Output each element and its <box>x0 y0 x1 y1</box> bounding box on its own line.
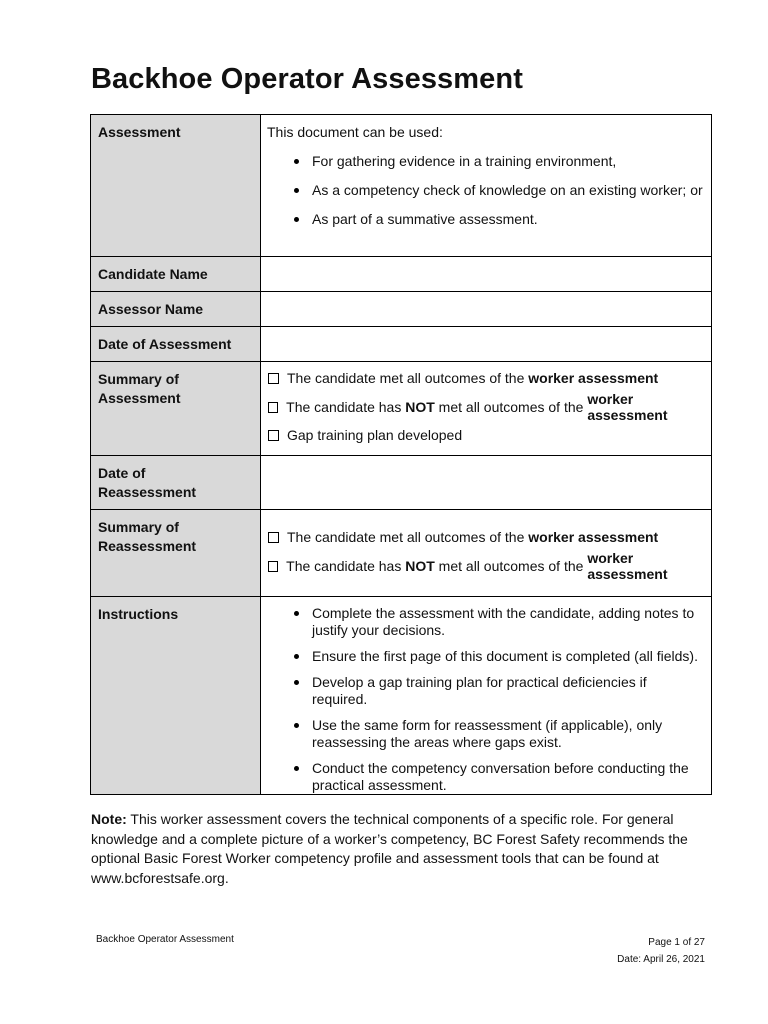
instructions-row <box>91 597 712 795</box>
assessment-label: Assessment <box>91 115 261 257</box>
assessor-name-label: Assessor Name <box>91 292 261 327</box>
instructions-label: Instructions <box>91 597 261 795</box>
assessment-form-table <box>90 114 712 795</box>
checkbox[interactable] <box>268 373 279 384</box>
summary-of-reassessment-row <box>91 510 712 597</box>
reassessment-option-not-met[interactable]: The candidate has NOT met all outcomes of the worker assessment <box>267 557 705 575</box>
assessor-name-field[interactable] <box>261 292 712 327</box>
summary-of-assessment-options <box>261 362 712 456</box>
summary-of-reassessment-options <box>261 510 712 597</box>
date-of-assessment-field[interactable] <box>261 327 712 362</box>
assessor-name-row <box>91 292 712 327</box>
date-of-reassessment-field[interactable] <box>261 456 712 510</box>
list-item: Use the same form for reassessment (if applicable), only reassessing the areas where gaps exist. <box>267 717 705 751</box>
reassessment-option-met[interactable]: The candidate met all outcomes of the worker assessment <box>267 528 705 546</box>
page-title: Backhoe Operator Assessment <box>91 63 523 95</box>
candidate-name-field[interactable] <box>261 257 712 292</box>
date-of-assessment-label: Date of Assessment <box>91 327 261 362</box>
assessment-intro: This document can be used: <box>267 124 443 140</box>
assessment-option-not-met[interactable]: The candidate has NOT met all outcomes of the worker assessment <box>267 398 705 416</box>
list-item: Ensure the first page of this document is completed (all fields). <box>267 648 705 665</box>
footer-doc-title: Backhoe Operator Assessment <box>96 934 234 945</box>
list-item: Complete the assessment with the candidate, adding notes to justify your decisions. <box>267 605 705 639</box>
assessment-description <box>261 115 712 257</box>
checkbox[interactable] <box>268 532 279 543</box>
date-of-reassessment-label: Date of Reassessment <box>91 456 261 510</box>
assessment-option-gap-plan[interactable]: Gap training plan developed <box>267 426 705 444</box>
footer-date: Date: April 26, 2021 <box>617 954 705 965</box>
list-item: Conduct the competency conversation before conducting the practical assessment. <box>267 760 705 794</box>
assessment-row <box>91 115 712 257</box>
summary-of-assessment-label: Summary of Assessment <box>91 362 261 456</box>
list-item: As part of a summative assessment. <box>267 211 705 228</box>
summary-of-reassessment-label: Summary of Reassessment <box>91 510 261 597</box>
list-item: As a competency check of knowledge on an existing worker; or <box>267 182 705 199</box>
list-item: For gathering evidence in a training environment, <box>267 153 705 170</box>
summary-of-assessment-row <box>91 362 712 456</box>
checkbox[interactable] <box>268 561 278 572</box>
note-paragraph: Note: This worker assessment covers the technical components of a specific role. For general knowledge and a complete picture of a worker’s competency, BC Forest Safety recommends the optional Basic Forest Worker competency profile and assessment tools that can be found at www.bcforestsafe.org. <box>91 810 711 888</box>
candidate-name-row <box>91 257 712 292</box>
candidate-name-label: Candidate Name <box>91 257 261 292</box>
footer-meta <box>617 934 705 968</box>
assessment-option-met[interactable]: The candidate met all outcomes of the worker assessment <box>267 369 705 387</box>
checkbox[interactable] <box>268 402 278 413</box>
instructions-list <box>261 597 712 795</box>
website-link[interactable]: www.bcforestsafe.org. <box>91 869 229 886</box>
list-item: Develop a gap training plan for practical deficiencies if required. <box>267 674 705 708</box>
date-of-assessment-row <box>91 327 712 362</box>
date-of-reassessment-row <box>91 456 712 510</box>
note-label: Note: <box>91 811 127 827</box>
checkbox[interactable] <box>268 430 279 441</box>
page-number: Page 1 of 27 <box>648 937 705 948</box>
